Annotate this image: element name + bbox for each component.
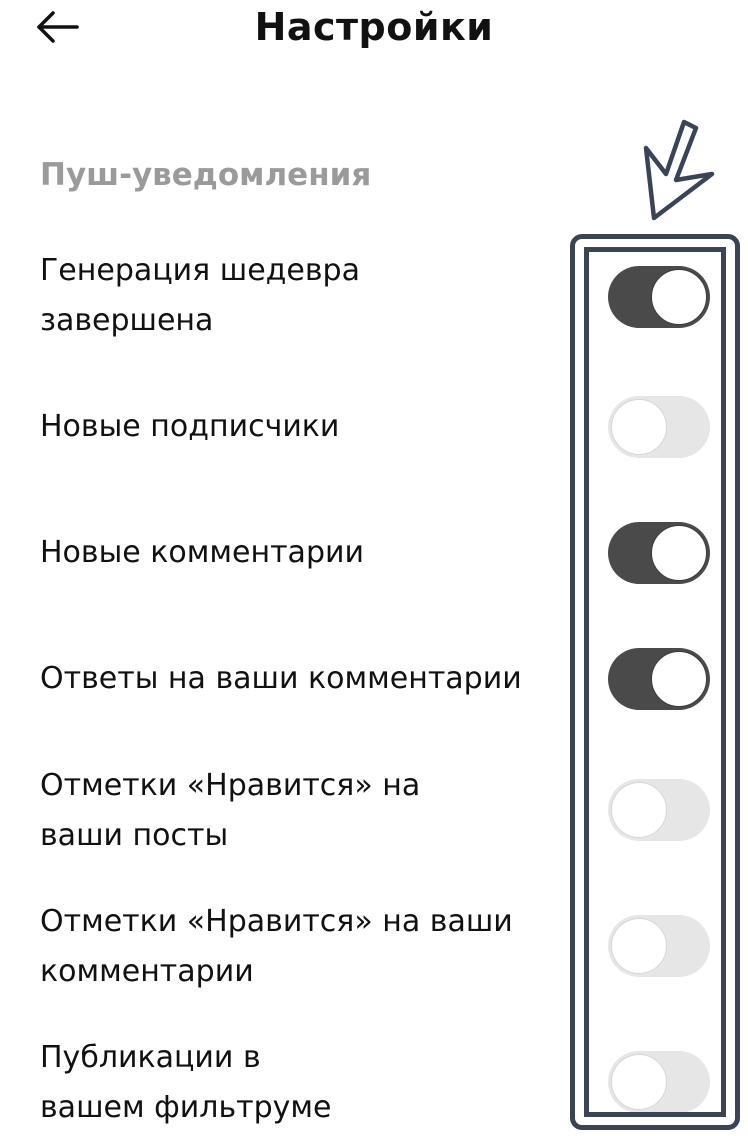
setting-label: Новые комментарии [40, 535, 364, 570]
setting-label: Генерация шедевра завершена [40, 253, 360, 338]
section-title: Пуш-уведомления [40, 157, 372, 193]
page-title: Настройки [254, 5, 494, 49]
annotation-inner-frame [584, 247, 726, 1117]
setting-label: Отметки «Нравится» на ваши посты [40, 768, 421, 853]
header [0, 0, 748, 56]
setting-label: Новые подписчики [40, 409, 340, 444]
setting-label: Ответы на ваши комментарии [40, 661, 522, 696]
setting-label: Публикации в вашем фильтруме [40, 1040, 332, 1125]
setting-label: Отметки «Нравится» на ваши комментарии [40, 904, 513, 989]
annotation-arrow-icon [630, 118, 722, 226]
